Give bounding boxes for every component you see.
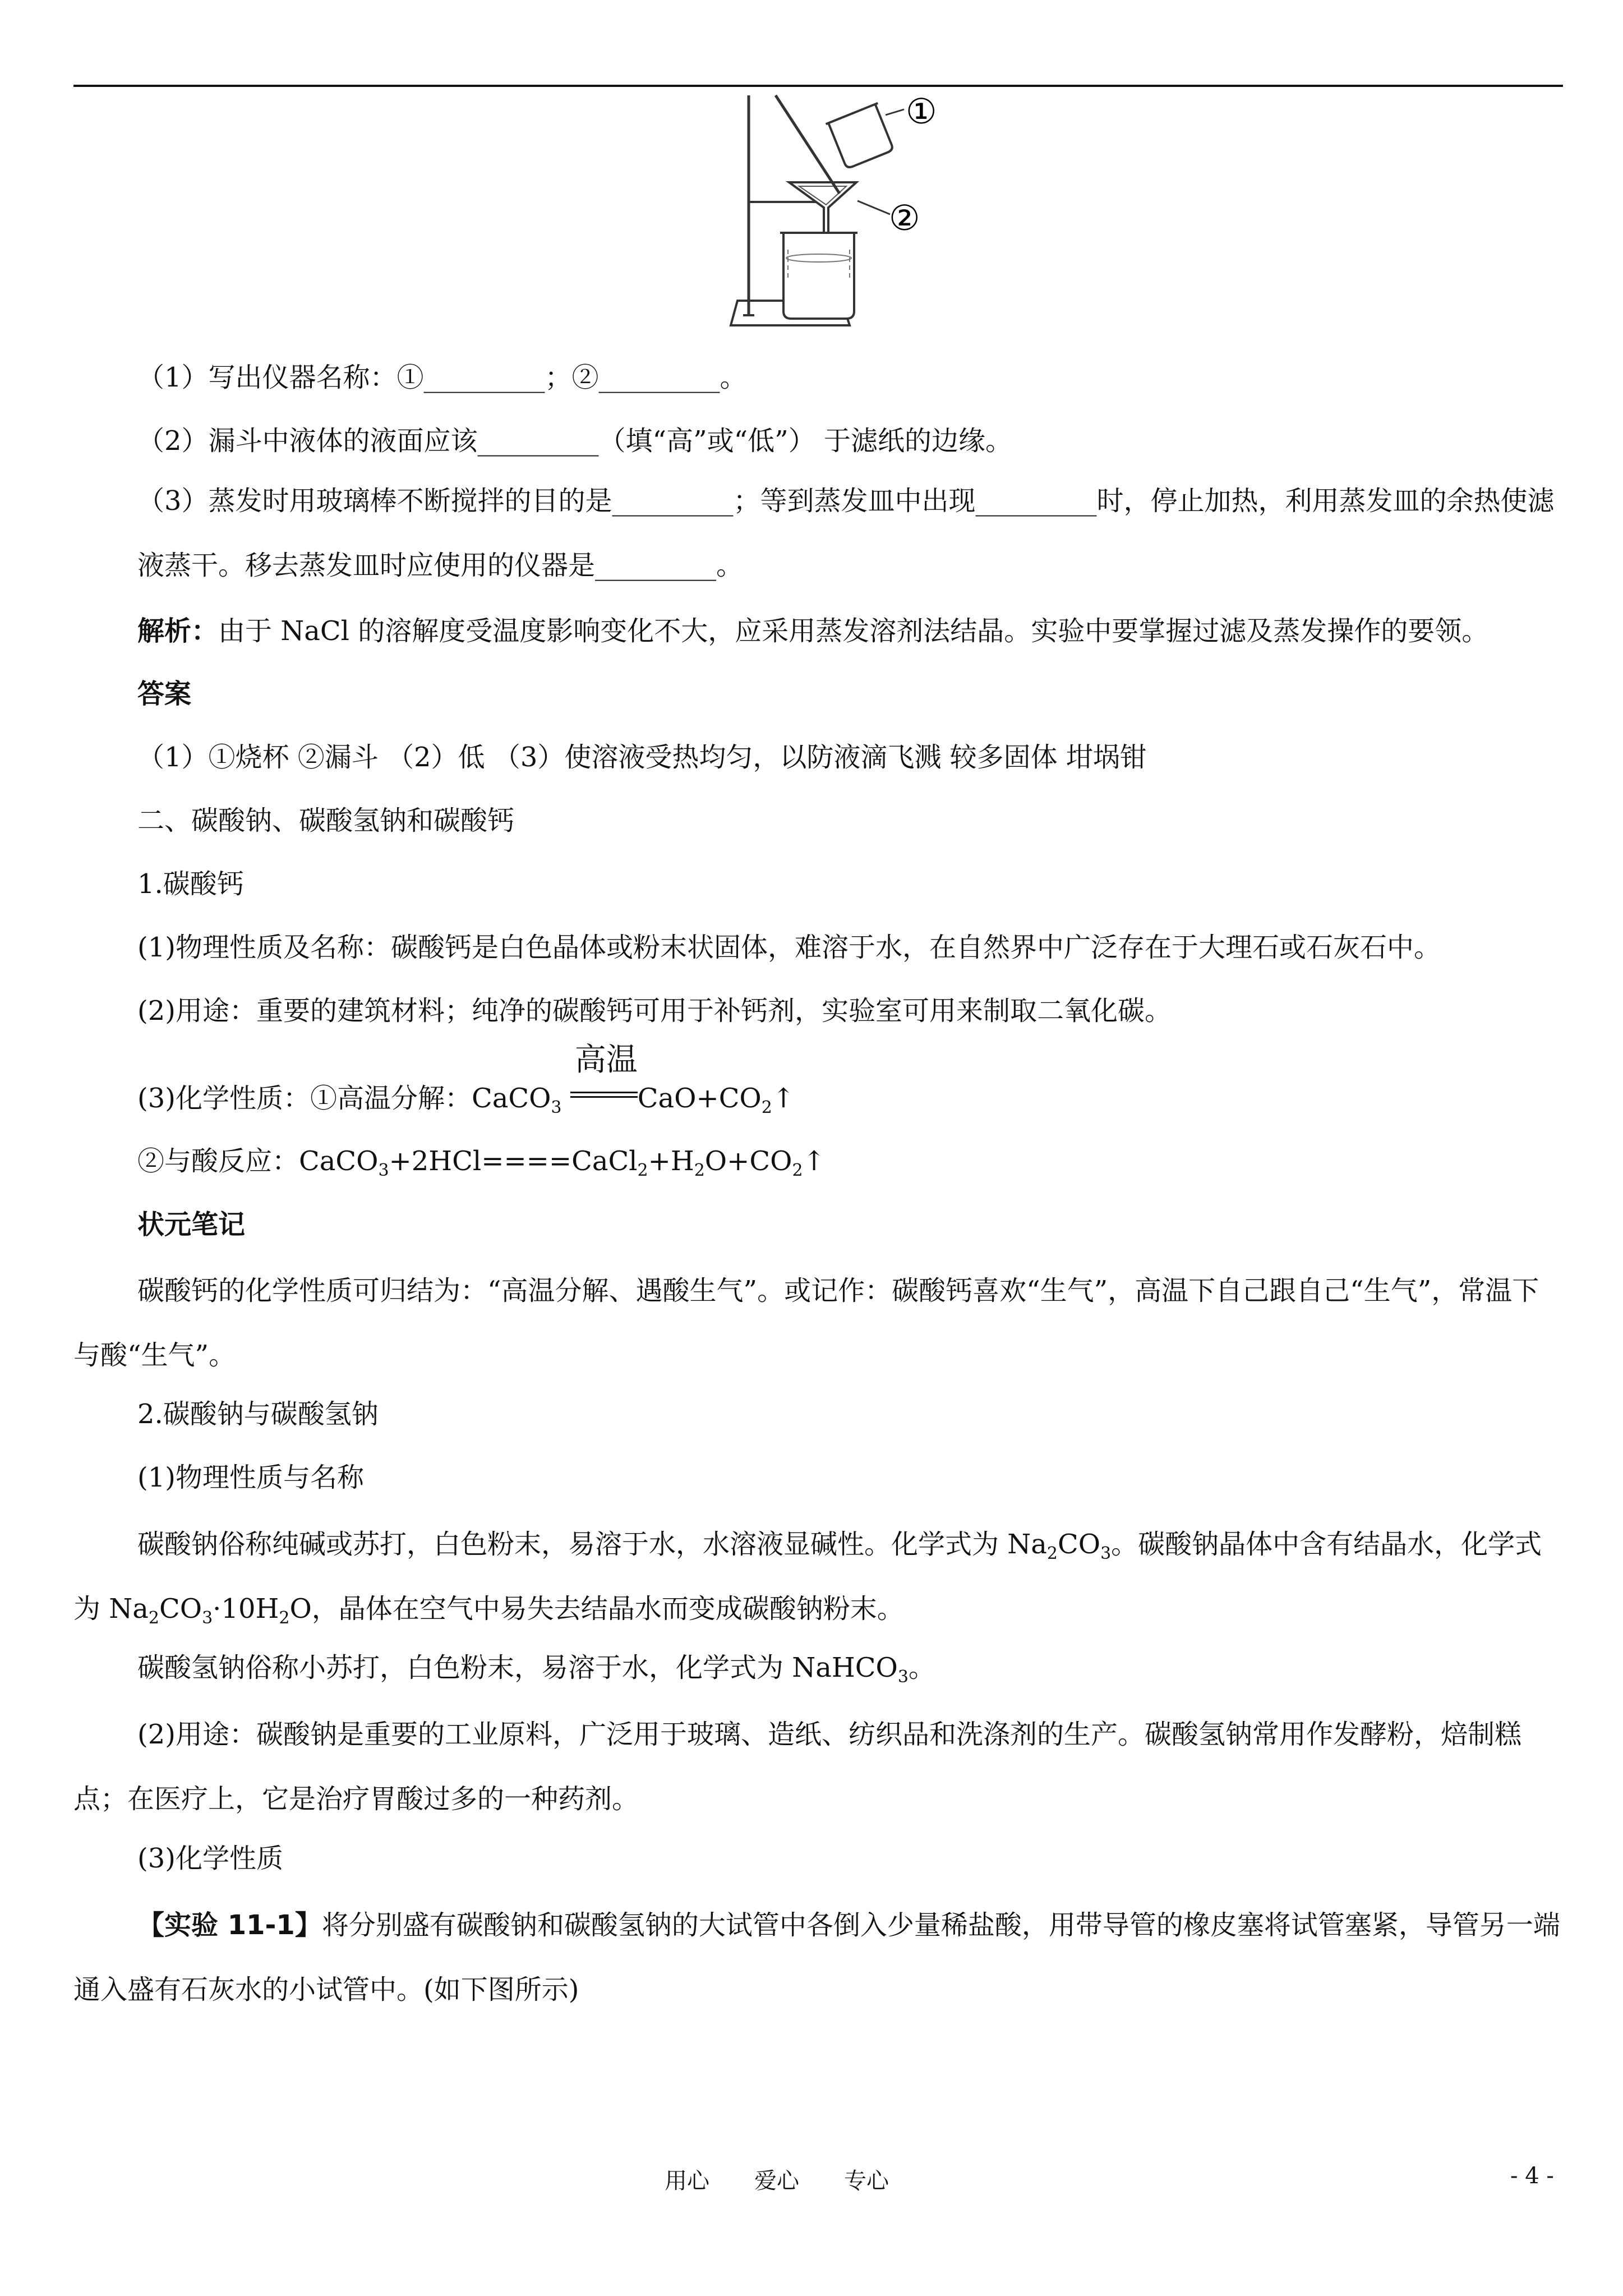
calcium-decomposition-equation: (3)化学性质：①高温分解：CaCO$_3$ 高温 $CaO+CO_2↑$ bbox=[137, 1041, 795, 1117]
reaction-condition bbox=[570, 1041, 638, 1112]
question-1: （1）写出仪器名称：①_________；②_________。 bbox=[137, 362, 747, 393]
sodium-carbonate-description: 碳酸钠俗称纯碱或苏打，白色粉末，易溶于水，水溶液显碱性。化学式为 $Na_2CO_3$。碳酸钠晶体中含有结晶水，化学式为 $Na_2CO_3\cdot 10H_2O$，晶体在空气中易失去结晶水而变成碳酸钠粉末。 bbox=[73, 1529, 1542, 1628]
experiment-paragraph bbox=[73, 1893, 1563, 2022]
label-2: ② bbox=[889, 197, 920, 238]
calcium-uses: (2)用途：重要的建筑材料；纯净的碳酸钙可用于补钙剂，实验室可用来制取二氧化碳。 bbox=[137, 995, 1172, 1027]
question-2: （2）漏斗中液体的液面应该_________（填“高”或“低”） 于滤纸的边缘。 bbox=[137, 425, 1012, 457]
header-rule bbox=[73, 85, 1563, 87]
sodium-chemical-heading: (3)化学性质 bbox=[137, 1843, 283, 1874]
subsection-sodium-carbonates: 2.碳酸钠与碳酸氢钠 bbox=[137, 1398, 379, 1430]
calcium-acid-equation: ②与酸反应：$CaCO_3+2HCl====CaCl_2+H_2O+CO_2↑$ bbox=[137, 1145, 826, 1180]
sodium-physical-heading: (1)物理性质与名称 bbox=[137, 1462, 364, 1493]
footer-slogan: 用心 爱心 专心 bbox=[665, 2168, 889, 2194]
sodium-bicarbonate-description: 碳酸氢钠俗称小苏打，白色粉末，易溶于水，化学式为 NaHCO$_3$。 bbox=[137, 1652, 935, 1687]
funnel bbox=[789, 182, 856, 238]
calcium-physical-properties: (1)物理性质及名称：碳酸钙是白色晶体或粉末状固体，难溶于水，在自然界中广泛存在于大理石或石灰石中。 bbox=[137, 932, 1441, 963]
label-1: ① bbox=[906, 91, 937, 132]
gas-arrow: ↑ bbox=[772, 1083, 795, 1114]
analysis-text: 由于 NaCl 的溶解度受温度影响变化不大，应采用蒸发溶剂法结晶。实验中要掌握过滤及蒸发操作的要领。 bbox=[218, 615, 1489, 647]
collecting-beaker bbox=[783, 233, 854, 319]
analysis-paragraph bbox=[137, 614, 1488, 648]
sodium-uses: (2)用途：碳酸钠是重要的工业原料，广泛用于玻璃、造纸、纺织品和洗涤剂的生产。碳酸氢钠常用作发酵粉，焙制糕点；在医疗上，它是治疗胃酸过多的一种药剂。 bbox=[73, 1719, 1521, 1815]
notes-heading: 状元笔记 bbox=[137, 1209, 246, 1240]
question-3: （3）蒸发时用玻璃棒不断搅拌的目的是_________；等到蒸发皿中出现_________时，停止加热，利用蒸发皿的余热使滤液蒸干。移去蒸发皿时应使用的仪器是_________。 bbox=[137, 485, 1555, 581]
answer-text: （1）①烧杯 ②漏斗 （2）低 （3）使溶液受热均匀，以防液滴飞溅 较多固体 坩埚钳 bbox=[137, 742, 1147, 773]
experiment-label: 【实验 11-1】 bbox=[137, 1910, 322, 1941]
gas-arrow: ↑ bbox=[803, 1145, 826, 1177]
subsection-calcium-carbonate: 1.碳酸钙 bbox=[137, 868, 244, 900]
answer-heading: 答案 bbox=[137, 678, 192, 710]
experiment-text: 将分别盛有碳酸钠和碳酸氢钠的大试管中各倒入少量稀盐酸，用带导管的橡皮塞将试管塞紧，导管另一端通入盛有石灰水的小试管中。(如下图所示) bbox=[73, 1910, 1560, 2005]
high-temperature-label: 高温 bbox=[574, 1041, 638, 1078]
analysis-label: 解析： bbox=[137, 615, 219, 647]
pouring-beaker bbox=[826, 103, 897, 170]
glass-rod bbox=[776, 95, 840, 194]
section-title: 二、碳酸钠、碳酸氢钠和碳酸钙 bbox=[137, 805, 515, 836]
page-number: - 4 - bbox=[1510, 2163, 1554, 2189]
filtration-apparatus-figure bbox=[722, 90, 946, 337]
notes-text: 碳酸钙的化学性质可归结为：“高温分解、遇酸生气”。或记作：碳酸钙喜欢“生气”，高温下自己跟自己“生气”，常温下与酸“生气”。 bbox=[73, 1275, 1539, 1371]
